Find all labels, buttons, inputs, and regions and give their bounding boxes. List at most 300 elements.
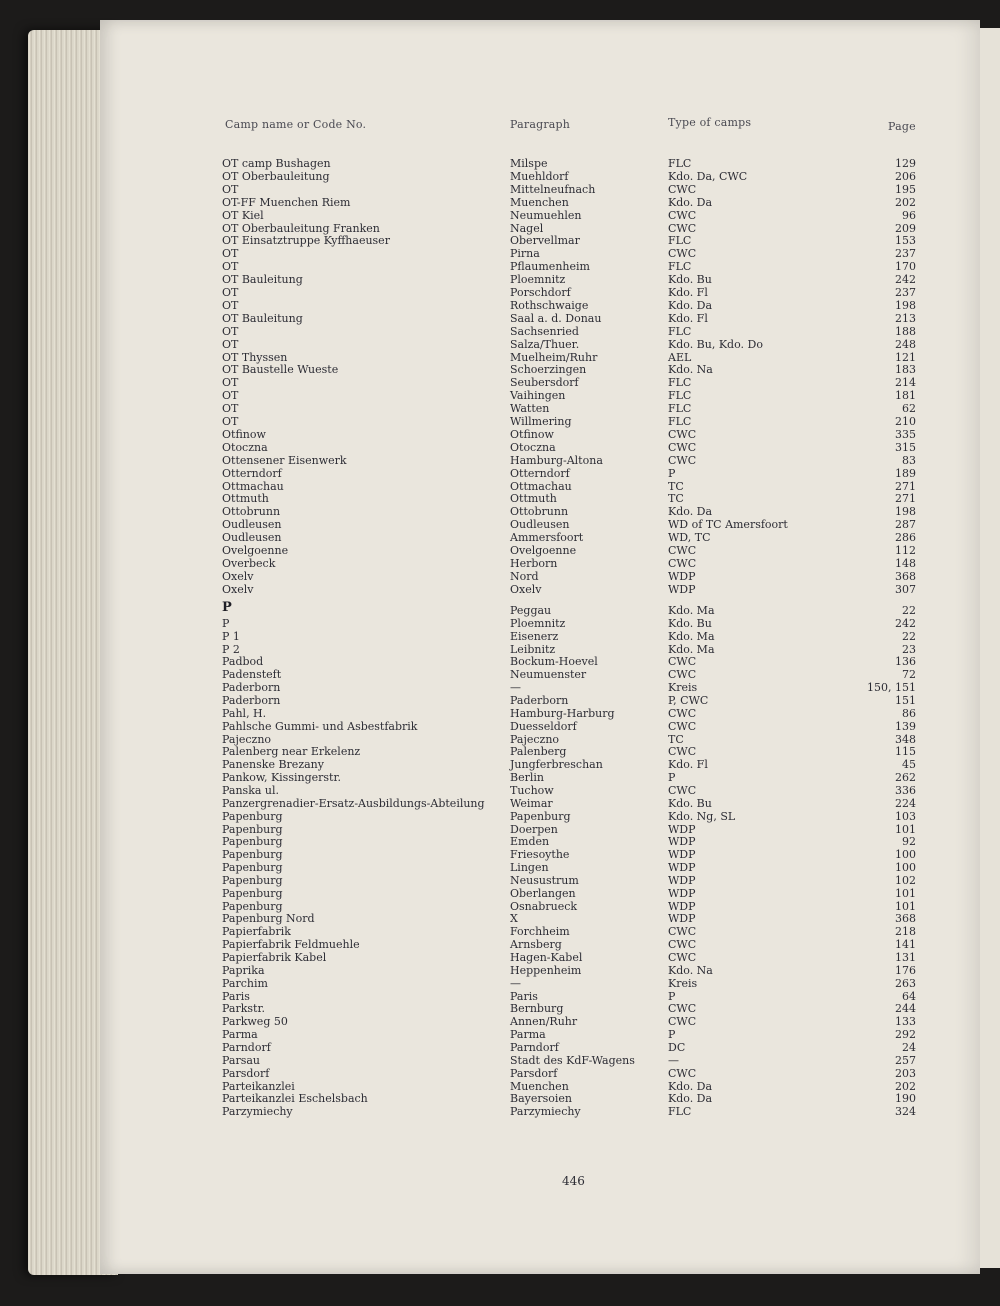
entry-page: 213: [895, 311, 916, 325]
entry-paragraph: Oudleusen: [510, 518, 570, 532]
entry-type: CWC: [668, 182, 697, 196]
index-row: [222, 183, 916, 196]
entry-paragraph: Ottobrunn: [510, 505, 569, 519]
entry-paragraph: Watten: [510, 402, 550, 416]
entry-page: 262: [895, 771, 916, 784]
entry-page: 112: [895, 544, 916, 557]
entry-paragraph: Ottmuth: [510, 492, 557, 506]
entry-name: OT: [222, 337, 239, 351]
entry-page: 131: [895, 951, 916, 964]
entry-type: Kdo. Bu, Kdo. Do: [668, 337, 763, 351]
entry-page: 315: [895, 440, 916, 454]
entry-type: WDP: [668, 861, 696, 874]
entry-page: 198: [895, 298, 916, 312]
entry-type: WDP: [668, 569, 696, 583]
index-row: [222, 222, 916, 235]
entry-page: 202: [895, 195, 916, 209]
entry-name: OT Einsatztruppe Kyffhaeuser: [222, 234, 390, 248]
entry-name: Oudleusen: [222, 531, 282, 545]
entry-paragraph: Ottmachau: [510, 479, 572, 493]
entry-page: 102: [895, 873, 916, 887]
entry-page: 218: [895, 925, 916, 939]
entry-type: P: [668, 989, 676, 1003]
entry-page: 224: [895, 796, 916, 810]
entry-name: Oxelv: [222, 569, 254, 583]
entry-page: 203: [895, 1066, 916, 1080]
entry-paragraph: Pflaumenheim: [510, 260, 590, 274]
entry-page: 348: [895, 732, 916, 746]
entry-name: Ottobrunn: [222, 505, 281, 519]
entry-name: Oudleusen: [222, 518, 282, 532]
entry-paragraph: Obervellmar: [510, 234, 580, 248]
entry-name: Papenburg: [222, 873, 283, 887]
entry-paragraph: Neusustrum: [510, 873, 579, 887]
entry-type: FLC: [668, 389, 692, 403]
entry-type: Kdo. Da: [668, 505, 713, 519]
entry-type: FLC: [668, 1105, 692, 1119]
entry-page: 92: [902, 835, 916, 849]
index-row: [222, 771, 916, 784]
entry-name: OT-FF Muenchen Riem: [222, 195, 351, 209]
index-row: [222, 583, 916, 596]
entry-page: 189: [895, 466, 916, 480]
index-row: [222, 835, 916, 848]
entry-type: P: [668, 466, 676, 480]
entry-name: Overbeck: [222, 556, 276, 570]
index-row: [222, 363, 916, 376]
entry-name: OT: [222, 376, 239, 390]
entry-name: P 2: [222, 642, 240, 656]
entry-name: Panzergrenadier-Ersatz-Ausbildungs-Abteilung: [222, 796, 485, 810]
entry-paragraph: Friesoythe: [510, 848, 570, 862]
entry-name: Palenberg near Erkelenz: [222, 745, 361, 759]
entry-paragraph: Ovelgoenne: [510, 544, 577, 557]
entry-page: 210: [895, 415, 916, 428]
entry-name: Papierfabrik: [222, 925, 291, 939]
entry-page: 287: [895, 518, 916, 532]
header-page: Page: [888, 120, 916, 133]
entry-paragraph: Tuchow: [510, 783, 554, 797]
entry-type: P, CWC: [668, 694, 709, 707]
index-row: [222, 209, 916, 222]
entry-name: Papierfabrik Feldmuehle: [222, 938, 360, 952]
entry-page: 188: [895, 324, 916, 338]
entry-type: CWC: [668, 719, 697, 733]
entry-type: WDP: [668, 912, 696, 926]
entry-type: Kdo. Na: [668, 363, 713, 377]
index-row: [222, 720, 916, 733]
index-row: [222, 338, 916, 351]
entry-page: 64: [902, 989, 916, 1003]
entry-name: OT: [222, 260, 239, 274]
entry-name: OT camp Bushagen: [222, 157, 331, 170]
entry-page: 242: [895, 273, 916, 287]
index-row: [222, 990, 916, 1003]
index-row: [222, 938, 916, 951]
entry-name: OT: [222, 389, 239, 403]
entry-name: Papenburg: [222, 861, 283, 874]
entry-paragraph: Neumuenster: [510, 668, 587, 682]
entry-page: 72: [902, 668, 916, 682]
entry-name: Papenburg: [222, 899, 283, 913]
entry-type: P: [668, 771, 676, 784]
entry-type: FLC: [668, 157, 692, 170]
entry-page: 195: [895, 182, 916, 196]
entry-paragraph: Jungferbreschan: [510, 758, 603, 772]
entry-paragraph: Herborn: [510, 556, 558, 570]
entry-page: 103: [895, 809, 916, 823]
entry-page: 242: [895, 616, 916, 630]
entry-page: 101: [895, 822, 916, 836]
index-row: [222, 1002, 916, 1015]
entry-paragraph: Eisenerz: [510, 629, 559, 643]
index-row: [222, 1041, 916, 1054]
index-row: [222, 170, 916, 183]
index-row: [222, 643, 916, 656]
entry-name: Padbod: [222, 655, 264, 669]
index-row: [222, 733, 916, 746]
entry-type: AEL: [668, 350, 692, 364]
entry-page: 190: [895, 1092, 916, 1106]
index-row: [222, 351, 916, 364]
index-row: [222, 1092, 916, 1105]
entry-name: Paprika: [222, 963, 265, 977]
entry-paragraph: Papenburg: [510, 809, 571, 823]
index-row: [222, 810, 916, 823]
entry-name: OT Oberbauleitung Franken: [222, 221, 380, 235]
entry-page: 23: [902, 642, 916, 656]
entry-paragraph: Weimar: [510, 796, 553, 810]
entry-paragraph: Salza/Thuer.: [510, 337, 580, 351]
entry-page: 96: [902, 208, 916, 222]
entry-page: 307: [895, 582, 916, 596]
entry-name: Ottensener Eisenwerk: [222, 453, 347, 467]
entry-paragraph: Seubersdorf: [510, 376, 579, 390]
entry-type: CWC: [668, 247, 697, 261]
entry-name: Parteikanzlei Eschelsbach: [222, 1092, 368, 1106]
entry-name: Panska ul.: [222, 783, 280, 797]
entry-paragraph: Sachsenried: [510, 324, 579, 338]
entry-name: Ottmachau: [222, 479, 284, 493]
entry-paragraph: Hamburg-Altona: [510, 453, 603, 467]
entry-page: 62: [902, 402, 916, 416]
entry-name: Parkstr.: [222, 1002, 266, 1016]
entry-paragraph: Nord: [510, 569, 539, 583]
entry-type: Kdo. Ma: [668, 642, 715, 656]
entry-page: 100: [895, 848, 916, 862]
index-row: [222, 544, 916, 557]
entry-page: 263: [895, 976, 916, 990]
entry-type: CWC: [668, 1066, 697, 1080]
index-row: [222, 1054, 916, 1067]
entry-name: Otfinow: [222, 427, 266, 441]
entry-page: 136: [895, 655, 916, 669]
entry-type: WDP: [668, 822, 696, 836]
entry-page: 206: [895, 169, 916, 183]
entry-page: 368: [895, 912, 916, 926]
index-row: [222, 784, 916, 797]
entry-page: 248: [895, 337, 916, 351]
entry-type: Kdo. Da: [668, 298, 713, 312]
entry-name: Pahl, H.: [222, 706, 267, 720]
entry-page: 271: [895, 492, 916, 506]
section-letter-heading: P: [222, 600, 232, 615]
entry-page: 101: [895, 899, 916, 913]
entry-name: OT: [222, 324, 239, 338]
index-row: [222, 196, 916, 209]
index-row: [222, 531, 916, 544]
entry-type: CWC: [668, 745, 697, 759]
entry-type: WDP: [668, 582, 696, 596]
entry-type: CWC: [668, 427, 697, 441]
index-row: [222, 454, 916, 467]
index-row: [222, 1067, 916, 1080]
entry-type: CWC: [668, 925, 697, 939]
entry-page: 181: [895, 389, 916, 403]
index-row: [222, 492, 916, 505]
entry-type: Kdo. Ng, SL: [668, 809, 736, 823]
entry-type: CWC: [668, 440, 697, 454]
entry-paragraph: Otterndorf: [510, 466, 570, 480]
index-row: [222, 557, 916, 570]
index-row: [222, 260, 916, 273]
index-row: [222, 505, 916, 518]
entry-page: 237: [895, 247, 916, 261]
entry-type: Kreis: [668, 976, 698, 990]
index-row: [222, 745, 916, 758]
index-row: [222, 441, 916, 454]
entry-name: Papenburg Nord: [222, 912, 315, 926]
index-row: [222, 299, 916, 312]
header-type: Type of camps: [668, 116, 752, 129]
entry-paragraph: Ploemnitz: [510, 616, 566, 630]
index-row: [222, 1015, 916, 1028]
entry-type: CWC: [668, 221, 697, 235]
entry-name: Parndorf: [222, 1040, 271, 1054]
entry-paragraph: —: [510, 681, 521, 695]
entry-type: P: [668, 1028, 676, 1041]
index-row: [222, 1105, 916, 1118]
entry-paragraph: Mittelneufnach: [510, 182, 596, 196]
entry-type: Kdo. Da: [668, 1092, 713, 1106]
entry-name: Paris: [222, 989, 250, 1003]
entry-paragraph: Bayersoien: [510, 1092, 573, 1106]
entry-name: OT: [222, 286, 239, 299]
entry-paragraph: Oxelv: [510, 582, 542, 596]
entry-type: Kdo. Na: [668, 963, 713, 977]
entry-page: 22: [902, 604, 916, 617]
entry-name: Papenburg: [222, 835, 283, 849]
entry-name: Parsau: [222, 1053, 261, 1067]
index-row: [222, 402, 916, 415]
entry-type: Kdo. Fl: [668, 758, 708, 772]
entry-type: Kreis: [668, 681, 698, 695]
entry-paragraph: Muenchen: [510, 1079, 569, 1093]
entry-paragraph: Parsdorf: [510, 1066, 558, 1080]
entry-name: OT Thyssen: [222, 350, 288, 364]
entry-paragraph: Otoczna: [510, 440, 556, 454]
index-row: [222, 912, 916, 925]
entry-paragraph: —: [510, 976, 521, 990]
entry-page: 292: [895, 1028, 916, 1041]
index-row: [222, 861, 916, 874]
entry-type: Kdo. Ma: [668, 604, 715, 617]
entry-name: Papenburg: [222, 886, 283, 900]
entry-paragraph: Parzymiechy: [510, 1105, 581, 1119]
index-row: [222, 312, 916, 325]
entry-paragraph: Paris: [510, 989, 538, 1003]
index-row: [222, 900, 916, 913]
entry-paragraph: Stadt des KdF-Wagens: [510, 1053, 635, 1067]
index-row: [222, 480, 916, 493]
entry-name: Parma: [222, 1028, 258, 1041]
entry-paragraph: Pajeczno: [510, 732, 560, 746]
entry-paragraph: Hagen-Kabel: [510, 951, 583, 964]
entry-name: Paderborn: [222, 694, 281, 707]
entry-paragraph: Doerpen: [510, 822, 558, 836]
entry-paragraph: Osnabrueck: [510, 899, 578, 913]
entry-type: DC: [668, 1040, 686, 1054]
entry-page: 244: [895, 1002, 916, 1016]
entry-name: OT: [222, 298, 239, 312]
entry-name: Papenburg: [222, 809, 283, 823]
index-row: [222, 286, 916, 299]
entry-name: Parsdorf: [222, 1066, 270, 1080]
entry-paragraph: Ammersfoort: [510, 531, 584, 545]
entry-name: Papenburg: [222, 848, 283, 862]
entry-page: 148: [895, 556, 916, 570]
entry-paragraph: Peggau: [510, 604, 552, 617]
entry-paragraph: Porschdorf: [510, 286, 571, 299]
entry-paragraph: Otfinow: [510, 427, 554, 441]
entry-page: 151: [895, 694, 916, 707]
index-row: [222, 823, 916, 836]
entry-page: 150, 151: [867, 681, 916, 695]
entry-page: 141: [895, 938, 916, 952]
entry-page: 24: [902, 1040, 916, 1054]
entry-name: Pajeczno: [222, 732, 272, 746]
entry-name: Pahlsche Gummi- und Asbestfabrik: [222, 719, 418, 733]
index-row: [222, 694, 916, 707]
entry-type: CWC: [668, 706, 697, 720]
entry-type: TC: [668, 479, 684, 493]
entry-type: Kdo. Fl: [668, 311, 708, 325]
index-row: [222, 157, 916, 170]
entry-page: 86: [902, 706, 916, 720]
entry-type: CWC: [668, 951, 697, 964]
entry-name: P 1: [222, 629, 240, 643]
index-row: [222, 668, 916, 681]
entry-type: Kdo. Da, CWC: [668, 169, 748, 183]
entry-paragraph: Willmering: [510, 415, 572, 428]
entry-name: Ottmuth: [222, 492, 269, 506]
entry-page: 121: [895, 350, 916, 364]
entry-paragraph: Lingen: [510, 861, 549, 874]
entry-type: WDP: [668, 873, 696, 887]
entry-name: Papierfabrik Kabel: [222, 951, 327, 964]
entry-type: CWC: [668, 938, 697, 952]
header-camp-name: Camp name or Code No.: [225, 118, 367, 131]
entry-paragraph: Annen/Ruhr: [510, 1015, 578, 1029]
entry-page: 335: [895, 427, 916, 441]
entry-type: CWC: [668, 668, 697, 682]
entry-type: Kdo. Da: [668, 1079, 713, 1093]
index-row: [222, 273, 916, 286]
entry-page: 336: [895, 783, 916, 797]
entry-type: Kdo. Fl: [668, 286, 708, 299]
entry-type: Kdo. Bu: [668, 273, 712, 287]
entry-paragraph: Heppenheim: [510, 963, 582, 977]
entry-type: CWC: [668, 783, 697, 797]
entry-name: Papenburg: [222, 822, 283, 836]
index-row: [222, 376, 916, 389]
entry-type: —: [668, 1053, 679, 1067]
entry-paragraph: Schoerzingen: [510, 363, 587, 377]
entry-name: Otoczna: [222, 440, 268, 454]
entry-paragraph: Arnsberg: [510, 938, 562, 952]
entry-paragraph: Forchheim: [510, 925, 570, 939]
entry-paragraph: Saal a. d. Donau: [510, 311, 602, 325]
entry-type: CWC: [668, 1015, 697, 1029]
entry-paragraph: Milspe: [510, 157, 548, 170]
entry-paragraph: Oberlangen: [510, 886, 576, 900]
entry-name: Padensteft: [222, 668, 282, 682]
entry-paragraph: Muehldorf: [510, 169, 569, 183]
entry-name: Pankow, Kissingerstr.: [222, 771, 341, 784]
entry-type: CWC: [668, 208, 697, 222]
entry-name: Otterndorf: [222, 466, 282, 480]
entry-page: 271: [895, 479, 916, 493]
entry-type: WDP: [668, 886, 696, 900]
page-number: 446: [562, 1174, 585, 1188]
index-row: [222, 964, 916, 977]
entry-type: WDP: [668, 899, 696, 913]
entry-name: OT Baustelle Wueste: [222, 363, 339, 377]
index-row: [222, 415, 916, 428]
index-row: [222, 247, 916, 260]
entry-name: OT: [222, 402, 239, 416]
entry-paragraph: Bockum-Hoevel: [510, 655, 598, 669]
entry-type: FLC: [668, 324, 692, 338]
entry-page: 129: [895, 157, 916, 170]
entry-name: OT Bauleitung: [222, 311, 303, 325]
entry-name: OT Kiel: [222, 208, 264, 222]
index-row: [222, 617, 916, 630]
entry-name: P: [222, 616, 230, 630]
entry-type: CWC: [668, 544, 697, 557]
entry-type: CWC: [668, 556, 697, 570]
entry-type: FLC: [668, 234, 692, 248]
entry-paragraph: Duesseldorf: [510, 719, 577, 733]
index-row: [222, 428, 916, 441]
entry-page: 101: [895, 886, 916, 900]
index-row: [222, 848, 916, 861]
entry-paragraph: Muelheim/Ruhr: [510, 350, 598, 364]
entry-type: WD of TC Amersfoort: [668, 518, 788, 532]
entry-paragraph: Rothschwaige: [510, 298, 589, 312]
entry-type: FLC: [668, 260, 692, 274]
entry-type: FLC: [668, 415, 692, 428]
index-row: [222, 681, 916, 694]
entry-name: Oxelv: [222, 582, 254, 596]
index-row: [222, 1080, 916, 1093]
entry-paragraph: Ploemnitz: [510, 273, 566, 287]
entry-paragraph: Hamburg-Harburg: [510, 706, 615, 720]
entry-page: 139: [895, 719, 916, 733]
entry-type: WDP: [668, 835, 696, 849]
entry-type: CWC: [668, 655, 697, 669]
entry-name: OT Oberbauleitung: [222, 169, 330, 183]
